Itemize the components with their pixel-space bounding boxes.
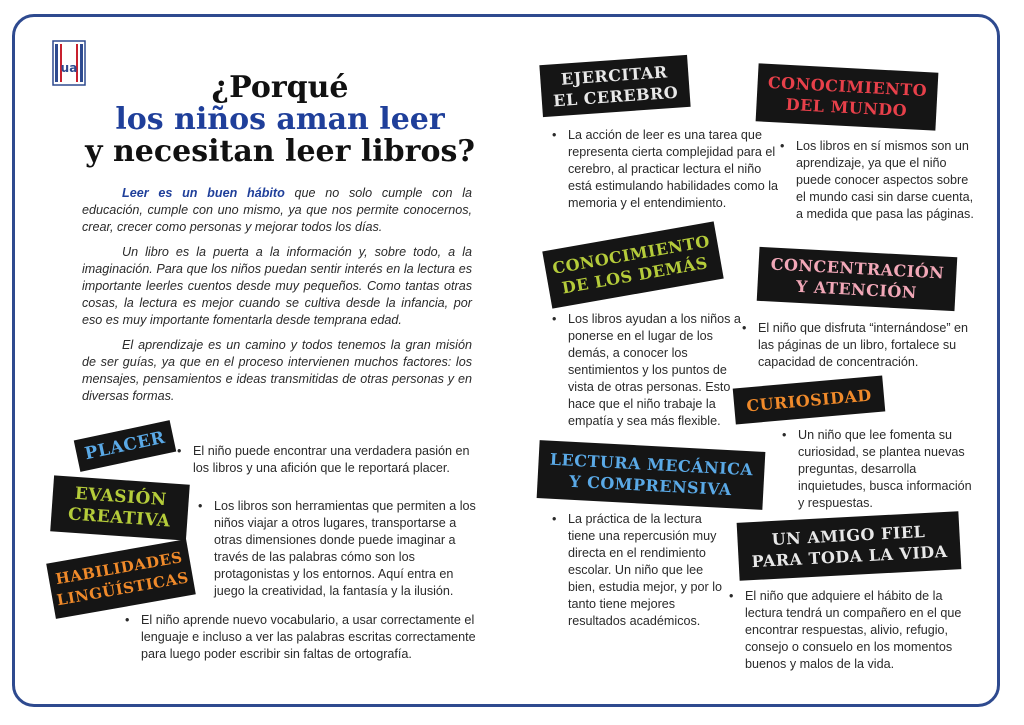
title-line-3: y necesitan leer libros?: [85, 134, 475, 169]
title-line-1: ¿Porqué: [211, 70, 349, 105]
page-title: [70, 72, 490, 168]
tag-ejercitar-cerebro: EJERCITAR EL CEREBRO: [539, 55, 690, 117]
tag-evasion-creativa: EVASIÓN CREATIVA: [50, 475, 190, 540]
bullet-lectura-mecanica: • La práctica de la lectura tiene una repercusión muy directa en el rendimiento escolar. Un niño que lee bien, estudia mejor, y por lo tanto tiene mejores resultados académicos.: [552, 511, 724, 630]
intro-paragraph-3: El aprendizaje es un camino y todos tenemos la gran misión de ser guías, ya que en el proceso intervienen muchos factores: los mensajes, pensamientos e ideas transmitidas de otras personas y en diversas formas.: [82, 338, 472, 403]
intro-paragraph-1: [82, 185, 472, 236]
bullet-conocimiento-mundo: • Los libros en sí mismos son un aprendizaje, ya que el niño puede conocer aspectos sobre el mundo casi sin darse cuenta, a medida que pasa las páginas.: [780, 138, 976, 223]
tag-habilidades-linguisticas: HABILIDADES LINGÜÍSTICAS: [46, 539, 196, 619]
tag-conocimiento-mundo: CONOCIMIENTO DEL MUNDO: [756, 63, 939, 130]
bullet-ejercitar-cerebro: • La acción de leer es una tarea que representa cierta complejidad para el cerebro, al practicar lectura el niño está estimulando habilidades como la memoria y el entendimiento.: [552, 127, 780, 212]
bullet-placer: • El niño puede encontrar una verdadera pasión en los libros y una afición que le reportará placer.: [177, 443, 488, 477]
tag-curiosidad: CURIOSIDAD: [733, 376, 886, 425]
tag-lectura-mecanica: LECTURA MECÁNICA Y COMPRENSIVA: [537, 440, 766, 510]
tag-amigo-fiel: UN AMIGO FIEL PARA TODA LA VIDA: [737, 511, 962, 581]
bullet-curiosidad: • Un niño que lee fomenta su curiosidad, se plantea nuevas preguntas, desarrolla inquietudes, busca información y respuestas.: [782, 427, 978, 512]
tag-concentracion-atencion: CONCENTRACIÓN Y ATENCIÓN: [757, 247, 958, 311]
logo-text: ua: [60, 61, 78, 75]
bullet-amigo-fiel: • El niño que adquiere el hábito de la lectura tendrá un compañero en el que encontrar respuestas, alivio, refugio, consejo o consuelo en los momentos buenos y malos de la vida.: [729, 588, 977, 673]
bullet-concentracion-atencion: • El niño que disfruta “internándose” en las páginas de un libro, fortalece su capacidad de concentración.: [742, 320, 978, 371]
bullet-conocimiento-demas: • Los libros ayudan a los niños a ponerse en el lugar de los demás, a conocer los sentimientos y los puntos de vista de otras personas. Esto hace que el niño trabaje la empatía y sea más flexible.: [552, 311, 746, 430]
intro-paragraph-1-text: que no solo cumple con la educación, cumple con uno mismo, ya que nos permite conocernos, crear, crecer como personas y mejorar todos los días.: [82, 186, 472, 234]
bullet-evasion-creativa: • Los libros son herramientas que permiten a los niños viajar a otros lugares, transportarse a otras dimensiones donde puede imaginar a través de las palabras cómo son los protagonistas y los entornos. Aquí entra en juego la creatividad, la fantasía y la ilusión.: [198, 498, 482, 600]
bullet-habilidades-linguisticas: • El niño aprende nuevo vocabulario, a usar correctamente el lenguaje e incluso a ver las palabras escritas correctamente para luego poder escribir sin faltas de ortografía.: [125, 612, 491, 663]
intro-highlight: Leer es un buen hábito: [122, 186, 285, 200]
title-line-2: los niños aman leer: [115, 102, 445, 137]
tag-placer: PLACER: [74, 420, 177, 472]
tag-conocimiento-demas: CONOCIMIENTO DE LOS DEMÁS: [542, 221, 723, 308]
intro-paragraph-2: Un libro es la puerta a la información y, sobre todo, a la imaginación. Para que los niños puedan sentir interés en la lectura es importante leerles cuentos desde muy pequeños. Como tantas otras cosas, la lectura es mejor cuando se cultiva desde la infancia, por eso es muy importante fomentarla desde temprana edad.: [82, 245, 472, 327]
